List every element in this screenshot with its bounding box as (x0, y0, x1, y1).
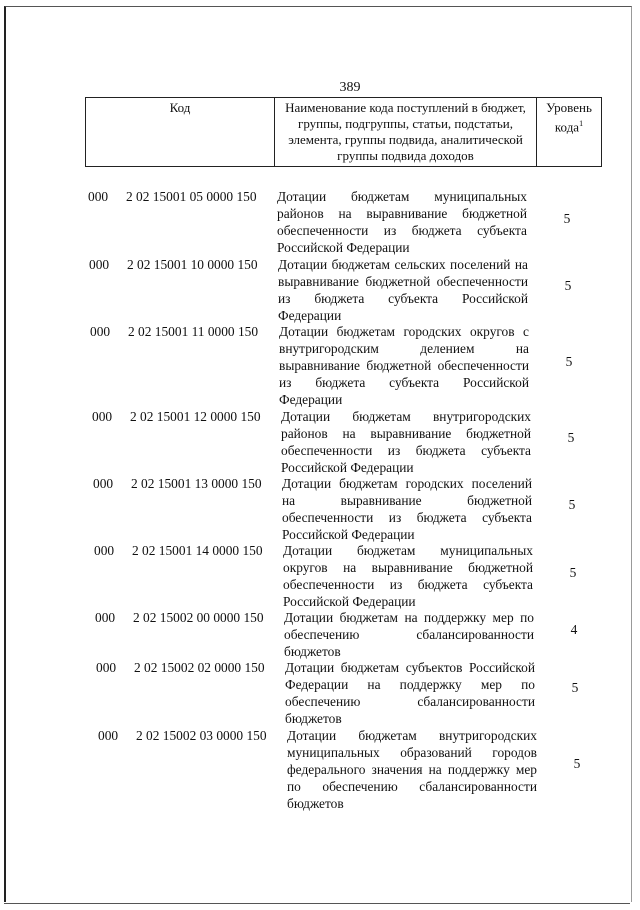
header-level: Уровень кода (546, 100, 592, 135)
row-level: 5 (569, 565, 577, 580)
row-admin-code: 000 (88, 189, 109, 204)
row-level: 5 (571, 680, 579, 695)
row-level: 5 (565, 354, 573, 369)
row-admin-code: 000 (96, 660, 117, 675)
row-code: 2 02 15001 10 0000 150 (127, 257, 258, 272)
row-admin-code: 000 (89, 257, 110, 272)
page-bottom-edge (4, 903, 630, 904)
header-code: Код (86, 98, 275, 167)
row-code: 2 02 15001 13 0000 150 (131, 476, 262, 491)
row-admin-code: 000 (93, 476, 114, 491)
row-level: 5 (568, 497, 576, 512)
row-name: Дотации бюджетам сельских поселений на выравнивание бюджетной обеспеченности из бюджета субъекта Российской Федерации (278, 257, 528, 323)
row-level: 5 (573, 756, 581, 771)
row-admin-code: 000 (98, 728, 119, 743)
row-code: 2 02 15001 14 0000 150 (132, 543, 263, 558)
row-level: 5 (563, 211, 571, 226)
row-level: 4 (570, 622, 578, 637)
row-code: 2 02 15002 00 0000 150 (133, 610, 264, 625)
row-name: Дотации бюджетам городских поселений на выравнивание бюджетной обеспеченности из бюджета субъекта Российской Федерации (282, 476, 532, 542)
row-name: Дотации бюджетам внутригородских районов на выравнивание бюджетной обеспеченности из бюджета субъекта Российской Федерации (281, 409, 531, 475)
row-code: 2 02 15002 02 0000 150 (134, 660, 265, 675)
row-code: 2 02 15001 12 0000 150 (130, 409, 261, 424)
row-name: Дотации бюджетам на поддержку мер по обеспечению сбалансированности бюджетов (284, 610, 534, 659)
row-code: 2 02 15002 03 0000 150 (136, 728, 267, 743)
row-name: Дотации бюджетам субъектов Российской Федерации на поддержку мер по обеспечению сбалансированности бюджетов (285, 660, 535, 726)
page-number: 389 (339, 80, 361, 95)
row-admin-code: 000 (95, 610, 116, 625)
header-name: Наименование кода поступлений в бюджет, группы, подгруппы, статьи, подстатьи, элемента, группы подвида, аналитической группы подвида доходов (275, 98, 537, 167)
row-code: 2 02 15001 05 0000 150 (126, 189, 257, 204)
footnote-marker: 1 (579, 119, 584, 128)
row-name: Дотации бюджетам внутригородских муниципальных образований городов федерального значения на поддержку мер по обеспечению сбалансированности бюджетов (287, 728, 537, 811)
row-level: 5 (567, 430, 575, 445)
row-name: Дотации бюджетам городских округов с внутригородским делением на выравнивание бюджетной обеспеченности из бюджета субъекта Российской Федерации (279, 324, 529, 407)
row-admin-code: 000 (92, 409, 113, 424)
row-admin-code: 000 (90, 324, 111, 339)
row-name: Дотации бюджетам муниципальных округов на выравнивание бюджетной обеспеченности из бюджета субъекта Российской Федерации (283, 543, 533, 609)
row-level: 5 (564, 278, 572, 293)
row-code: 2 02 15001 11 0000 150 (128, 324, 259, 339)
row-admin-code: 000 (94, 543, 115, 558)
row-name: Дотации бюджетам муниципальных районов на выравнивание бюджетной обеспеченности из бюджета субъекта Российской Федерации (277, 189, 527, 255)
